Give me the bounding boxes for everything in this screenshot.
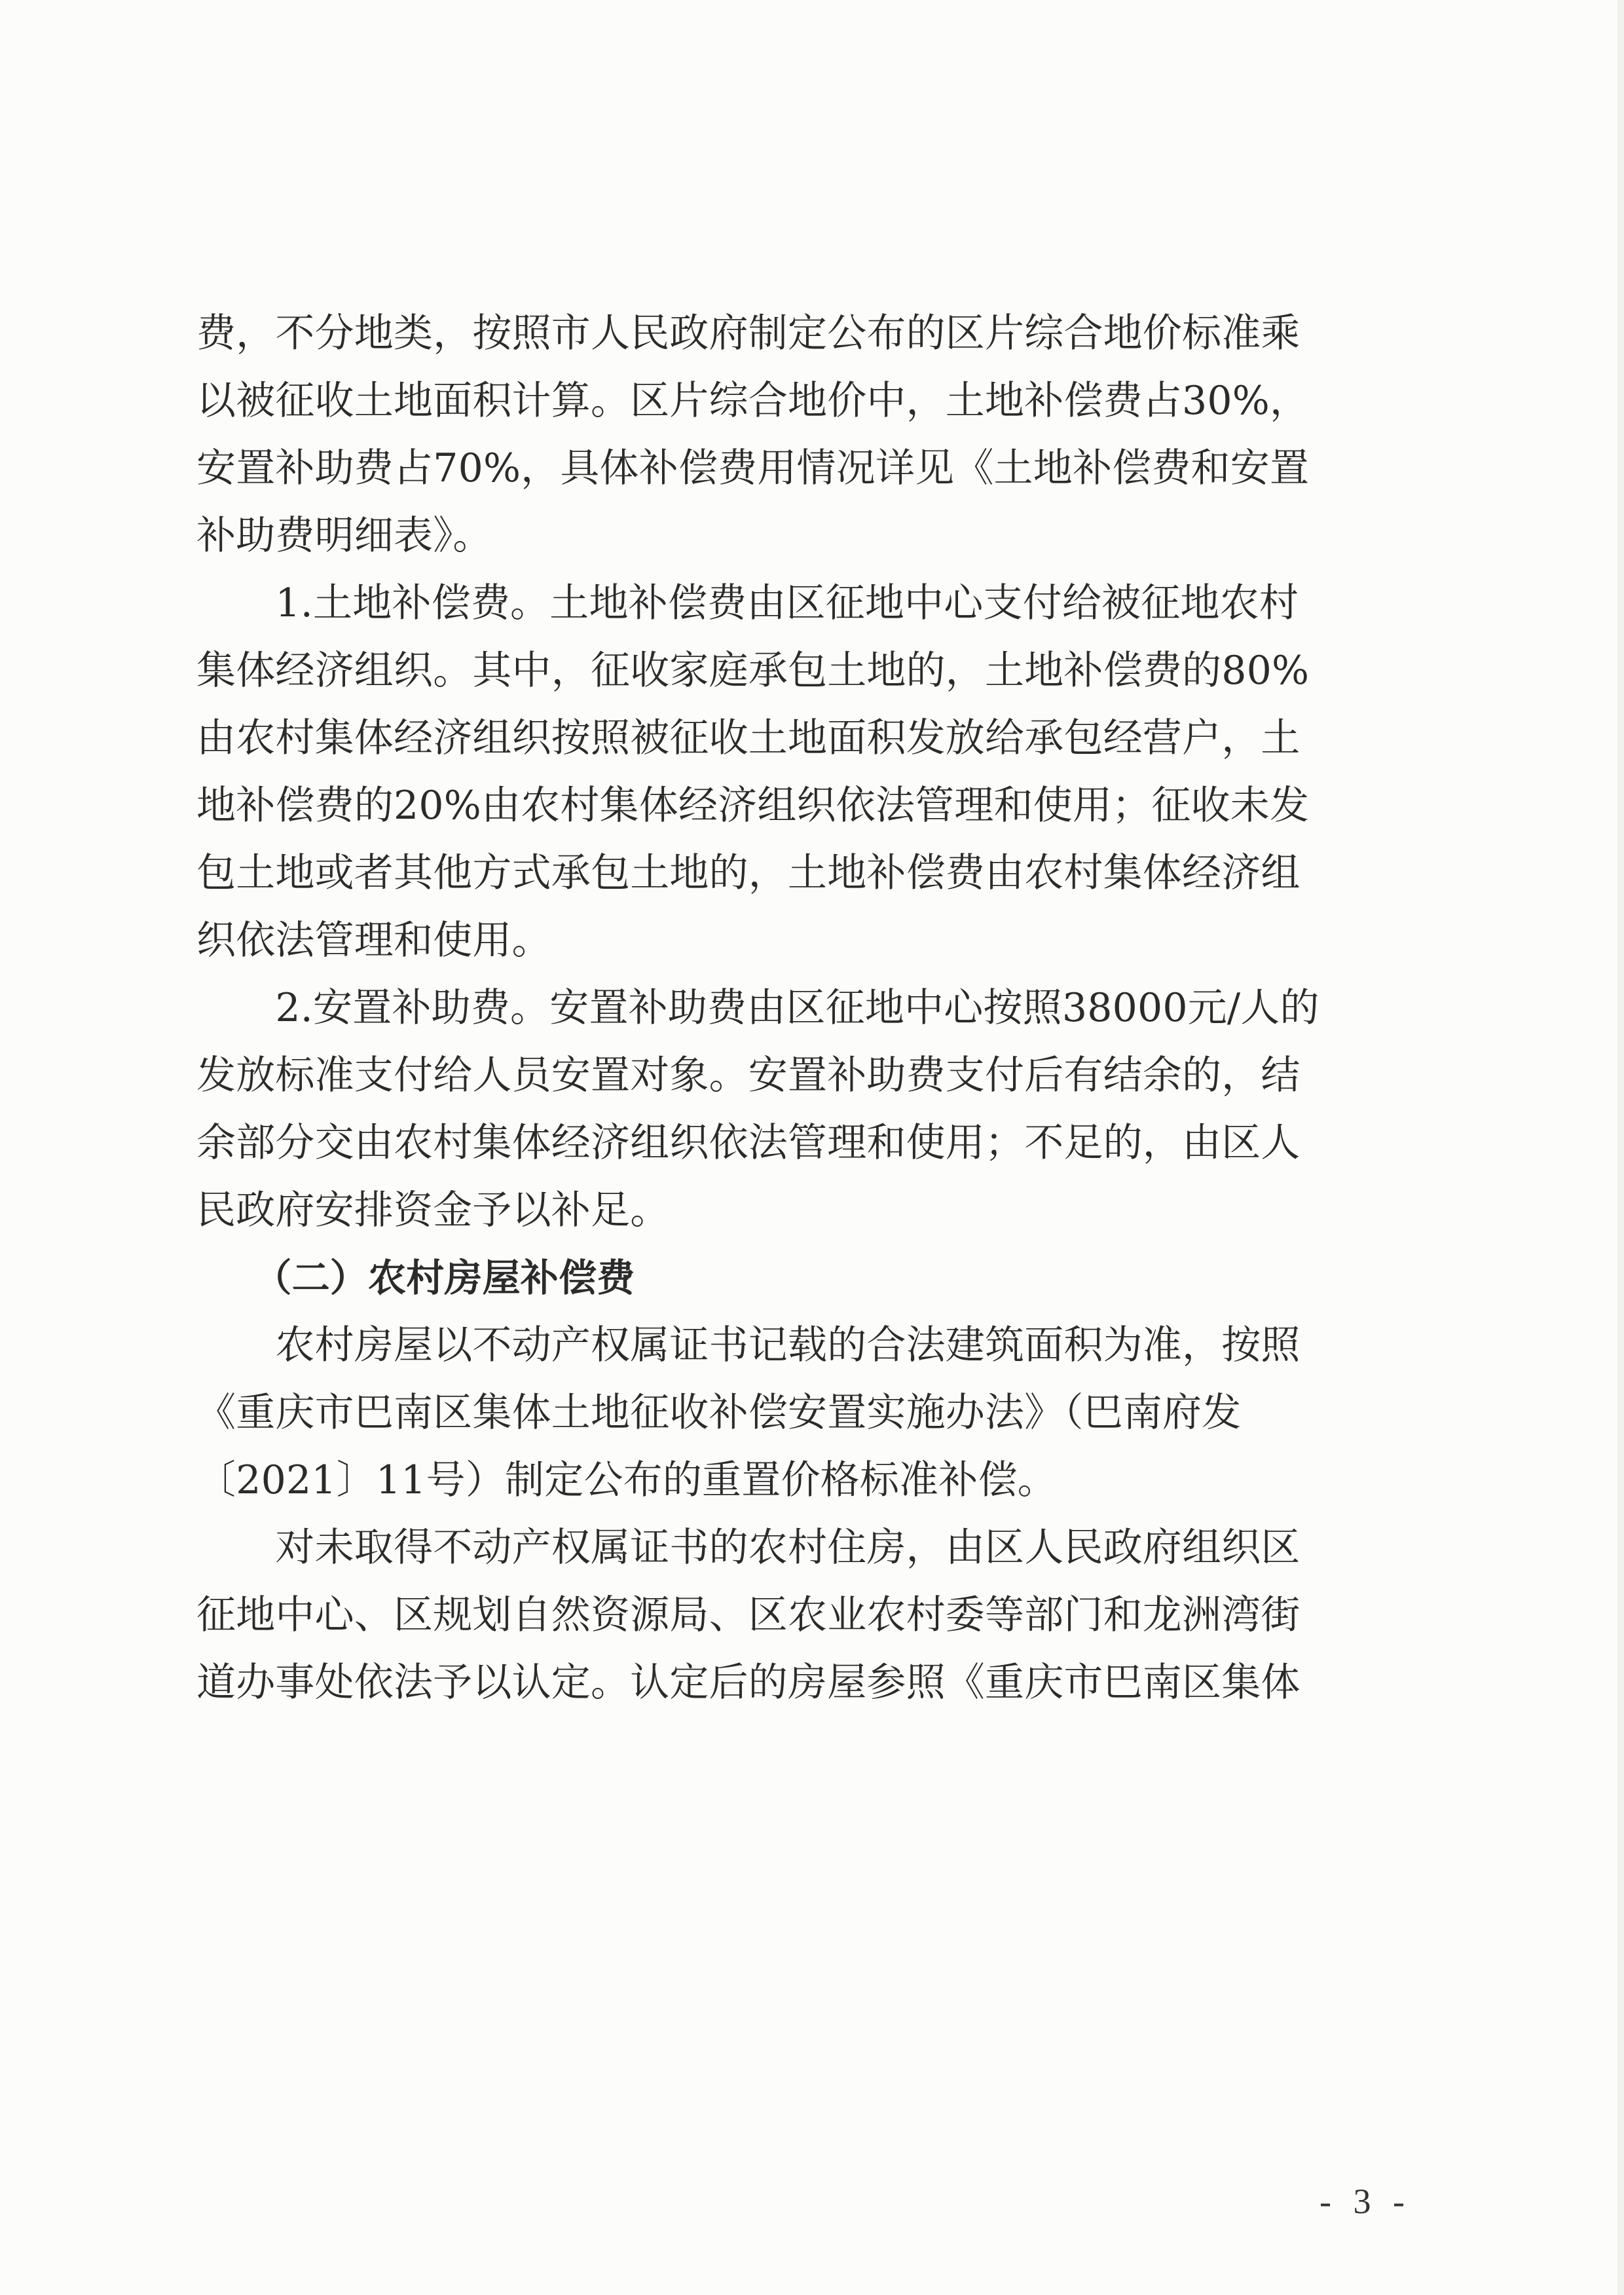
text-line: 〔2021〕11号）制定公布的重置价格标准补偿。 <box>196 1457 1057 1503</box>
text-line: 地补偿费的20%由农村集体经济组织依法管理和使用；征收未发 <box>196 783 1310 829</box>
text-line: 由农村集体经济组织按照被征收土地面积发放给承包经营户，土 <box>196 715 1301 761</box>
text-line: 发放标准支付给人员安置对象。安置补助费支付后有结余的，结 <box>196 1053 1301 1098</box>
page-number: - 3 - <box>1320 2182 1411 2221</box>
text-line: 道办事处依法予以认定。认定后的房屋参照《重庆市巴南区集体 <box>196 1660 1301 1706</box>
text-line: 1.土地补偿费。土地补偿费由区征地中心支付给被征地农村 <box>196 580 1299 626</box>
text-line: 2.安置补助费。安置补助费由区征地中心按照38000元/人的 <box>196 985 1320 1031</box>
text-line: 余部分交由农村集体经济组织依法管理和使用；不足的，由区人 <box>196 1120 1301 1166</box>
text-line: 民政府安排资金予以补足。 <box>196 1187 670 1233</box>
text-line: 补助费明细表》。 <box>196 513 492 559</box>
text-line: 《重庆市巴南区集体土地征收补偿安置实施办法》（巴南府发 <box>196 1390 1242 1436</box>
text-line: 织依法管理和使用。 <box>196 918 551 963</box>
scan-edge <box>1617 0 1624 2295</box>
text-line: 对未取得不动产权属证书的农村住房，由区人民政府组织区 <box>196 1525 1301 1571</box>
text-line: 农村房屋以不动产权属证书记载的合法建筑面积为准，按照 <box>196 1322 1301 1368</box>
text-line: 安置补助费占70%，具体补偿费用情况详见《土地补偿费和安置 <box>196 445 1310 491</box>
document-body <box>196 300 1408 1717</box>
text-line: 征地中心、区规划自然资源局、区农业农村委等部门和龙洲湾街 <box>196 1592 1301 1638</box>
section-heading: （二）农村房屋补偿费 <box>196 1256 635 1300</box>
text-line: 以被征收土地面积计算。区片综合地价中，土地补偿费占30%， <box>196 378 1310 424</box>
text-line: 费，不分地类，按照市人民政府制定公布的区片综合地价标准乘 <box>196 310 1301 356</box>
text-line: 集体经济组织。其中，征收家庭承包土地的，土地补偿费的80% <box>196 648 1310 694</box>
text-line: 包土地或者其他方式承包土地的，土地补偿费由农村集体经济组 <box>196 850 1301 896</box>
